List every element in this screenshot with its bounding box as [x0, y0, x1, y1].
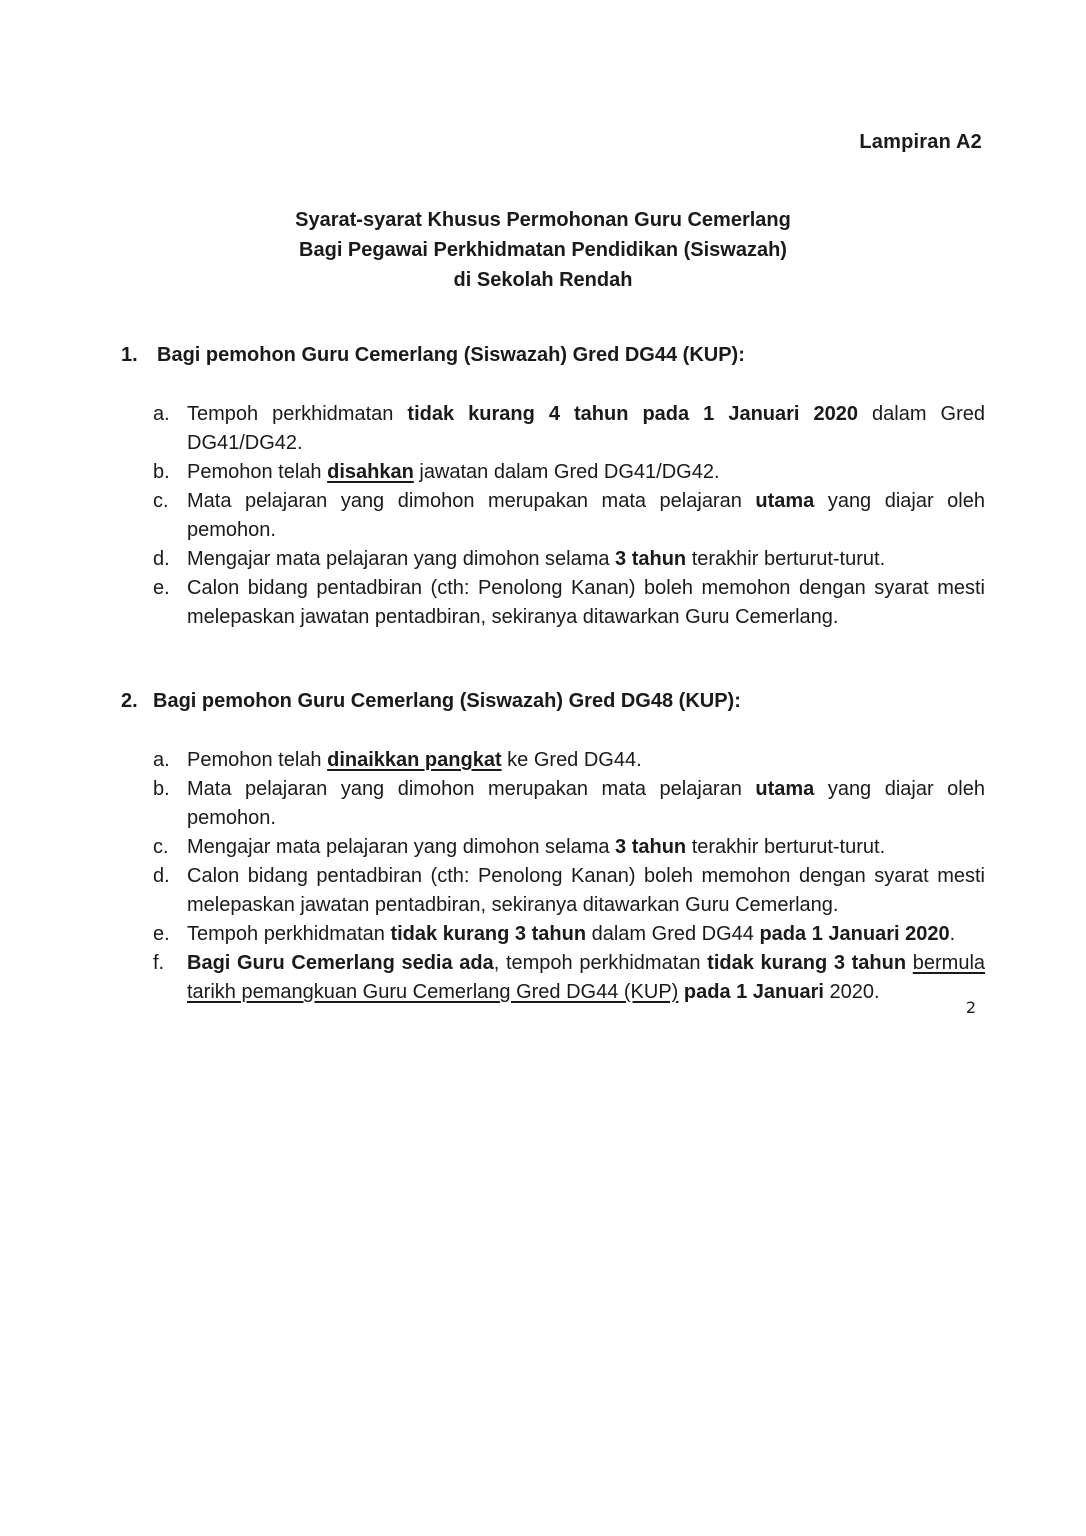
list-item [153, 458, 985, 487]
list-item [153, 920, 985, 949]
item-text: Pemohon telah [187, 749, 328, 771]
title-line-1: Syarat-syarat Khusus Permohonan Guru Cemerlang [295, 209, 791, 231]
item-text: terakhir berturut-turut. [686, 548, 886, 570]
item-text: Calon bidang pentadbiran (cth: Penolong Kanan) boleh memohon dengan syarat mesti melepaskan jawatan pentadbiran, sekiranya ditawarkan Guru Cemerlang. [187, 865, 985, 916]
item-bold-text: utama [755, 490, 815, 512]
list-item [153, 545, 985, 574]
item-letter: e. [153, 923, 170, 945]
title-line-2: Bagi Pegawai Perkhidmatan Pendidikan (Siswazah) [299, 239, 787, 261]
list-item [153, 862, 985, 920]
item-text: , tempoh perkhidmatan [493, 952, 708, 974]
item-bold-text: Bagi Guru Cemerlang sedia ada [187, 952, 494, 974]
item-text: . [949, 923, 956, 945]
item-text: Mengajar mata pelajaran yang dimohon selama [187, 836, 616, 858]
item-text: yang diajar oleh pemohon. [187, 490, 985, 541]
section-2-heading-text: Bagi pemohon Guru Cemerlang (Siswazah) Gred DG48 (KUP): [153, 690, 741, 712]
item-bold-text: pada 1 Januari [683, 981, 824, 1003]
item-letter: b. [153, 461, 170, 483]
item-bold-text: tidak kurang 3 tahun [707, 952, 907, 974]
item-text: terakhir berturut-turut. [686, 836, 886, 858]
item-letter: c. [153, 490, 169, 512]
item-letter: c. [153, 836, 169, 858]
title-line-3: di Sekolah Rendah [453, 269, 633, 291]
list-item [153, 746, 985, 775]
section-2-list [153, 746, 985, 1007]
item-bold-text: utama [755, 778, 815, 800]
item-bold-underline-text: dinaikkan pangkat [327, 749, 502, 771]
list-item [153, 487, 985, 545]
item-letter: b. [153, 778, 170, 800]
item-bold-text: pada 1 Januari 2020 [759, 923, 950, 945]
page-number: 2 [965, 998, 976, 1017]
item-text: Mata pelajaran yang dimohon merupakan mata pelajaran [187, 778, 756, 800]
item-text: Calon bidang pentadbiran (cth: Penolong Kanan) boleh memohon dengan syarat mesti melepaskan jawatan pentadbiran, sekiranya ditawarkan Guru Cemerlang. [187, 577, 985, 628]
section-1-number: 1. [121, 344, 138, 366]
item-text: Tempoh perkhidmatan [187, 403, 408, 425]
section-2-number: 2. [121, 690, 138, 712]
item-text [906, 952, 913, 974]
item-bold-text: tidak kurang 4 tahun pada 1 Januari 2020 [407, 403, 858, 425]
item-text: Mata pelajaran yang dimohon merupakan mata pelajaran [187, 490, 756, 512]
item-bold-text: tidak kurang 3 tahun [390, 923, 587, 945]
item-letter: a. [153, 749, 170, 771]
item-letter: e. [153, 577, 170, 599]
item-text: 2020. [823, 981, 880, 1003]
item-letter: d. [153, 865, 170, 887]
item-underline-text: bermula tarikh pemangkuan Guru Cemerlang Gred DG44 (KUP) [187, 952, 986, 1003]
item-bold-text: 3 tahun [615, 548, 687, 570]
item-text: yang diajar oleh pemohon. [187, 778, 985, 829]
list-item [153, 833, 985, 862]
lampiran-label: Lampiran A2 [859, 131, 982, 153]
item-text: Mengajar mata pelajaran yang dimohon selama [187, 548, 616, 570]
item-text: jawatan dalam Gred DG41/DG42. [413, 461, 720, 483]
item-bold-text: 3 tahun [615, 836, 687, 858]
item-text: ke Gred DG44. [501, 749, 642, 771]
section-2-heading [121, 690, 741, 713]
item-letter: f. [153, 952, 165, 974]
list-item [153, 775, 985, 833]
list-item [153, 949, 985, 1007]
section-1-heading-text: Bagi pemohon Guru Cemerlang (Siswazah) Gred DG44 (KUP): [157, 344, 745, 366]
item-text: dalam Gred DG41/DG42. [187, 403, 986, 454]
item-text: Tempoh perkhidmatan [187, 923, 391, 945]
list-item [153, 574, 985, 632]
item-bold-underline-text: disahkan [327, 461, 414, 483]
section-1-list [153, 400, 985, 632]
document-title [0, 205, 1086, 295]
list-item [153, 400, 985, 458]
item-text: dalam Gred DG44 [586, 923, 760, 945]
item-text: Pemohon telah [187, 461, 328, 483]
section-1-heading [121, 344, 745, 367]
item-letter: a. [153, 403, 170, 425]
item-letter: d. [153, 548, 170, 570]
